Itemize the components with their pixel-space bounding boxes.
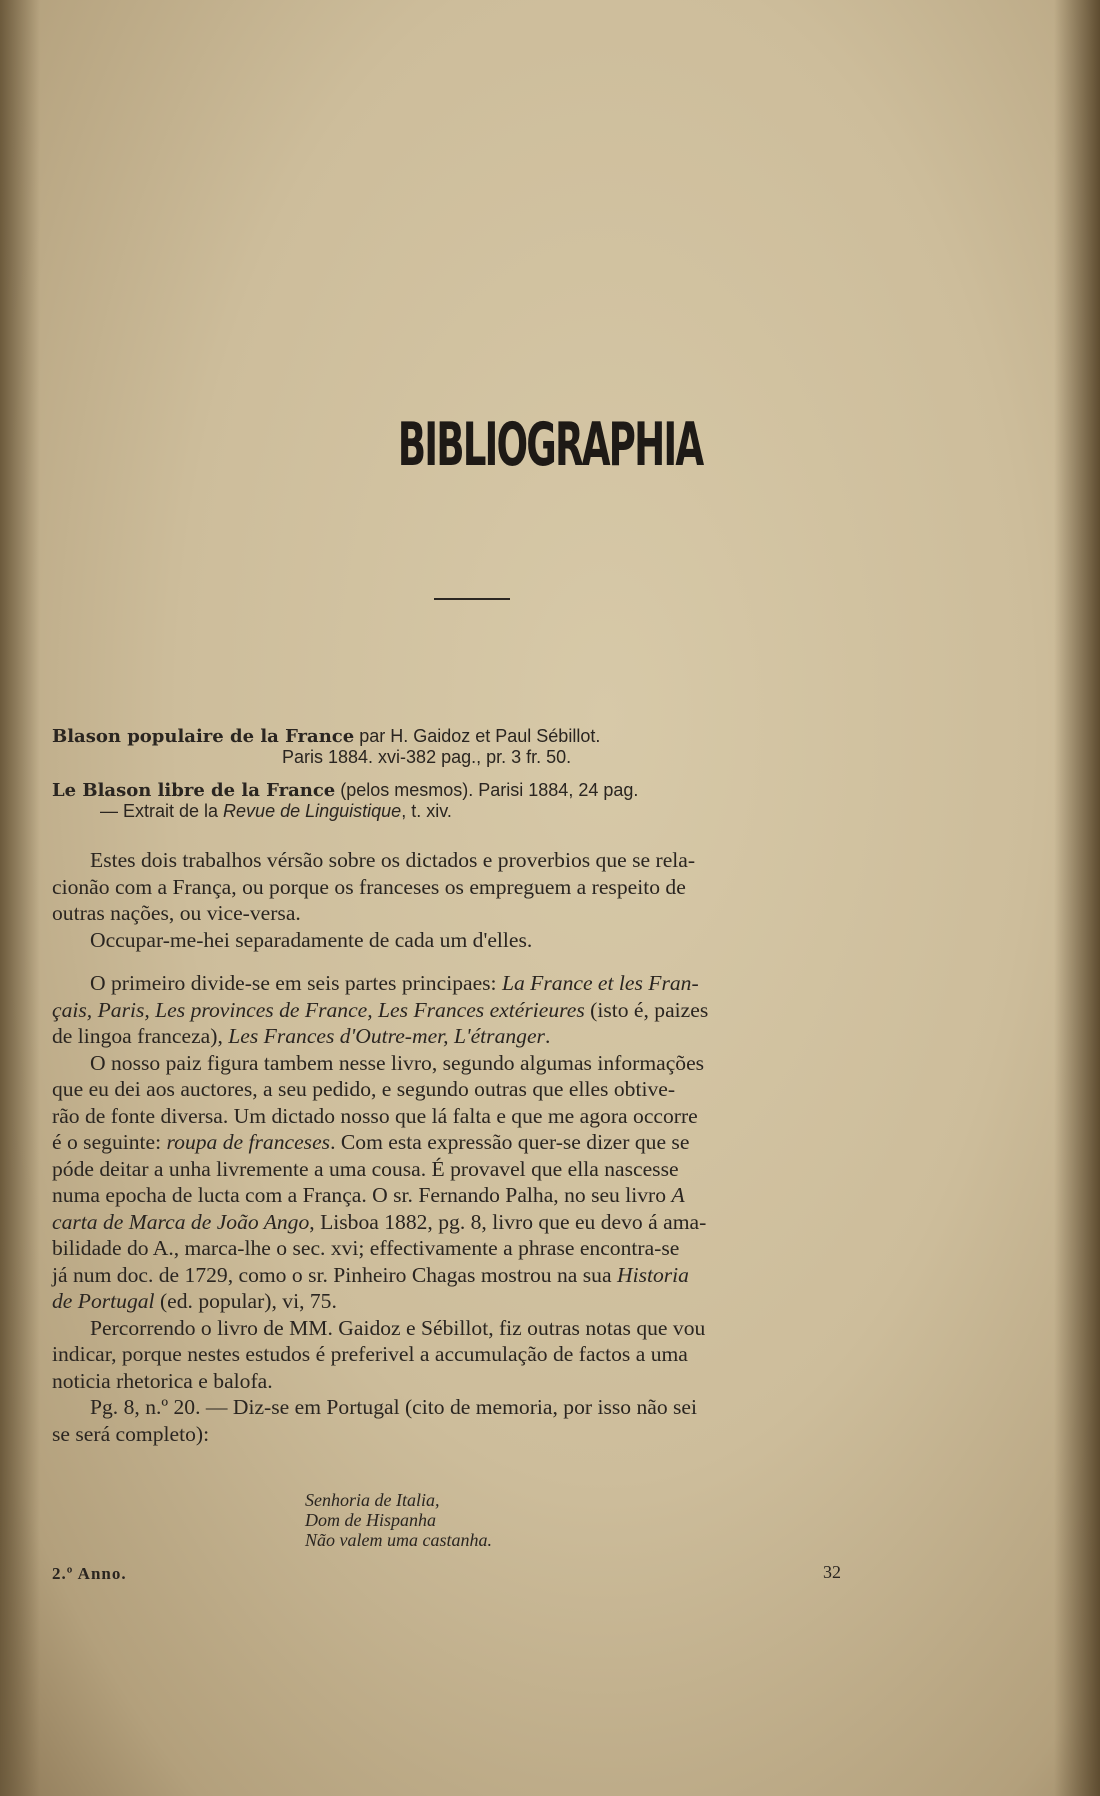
reference-1 <box>52 726 892 768</box>
page-title: BIBLIOGRAPHIA <box>397 410 703 480</box>
verse-quote <box>305 1490 492 1550</box>
footer-volume-label: 2.º Anno. <box>52 1564 127 1583</box>
verse-line: Não valem uma castanha. <box>305 1530 492 1550</box>
paragraph-5: Percorrendo o livro de MM. Gaidoz e Sébillot, fiz outras notas que vou indicar, porque nestes estudos é preferivel a accumulação de factos a uma noticia rhetorica e balofa. <box>52 1315 706 1393</box>
reference-2-volume: , t. xiv. <box>401 801 452 821</box>
paragraph-3: O primeiro divide-se em seis partes principaes: La France et les Fran- çais, Paris, Les provinces de France, Les Frances extérieures (isto é, paizes de lingoa franceza), Les Frances d'Outre-mer, L'étranger. <box>52 971 709 1048</box>
reference-1-details: Paris 1884. xvi-382 pag., pr. 3 fr. 50. <box>282 747 572 767</box>
review-body <box>52 847 890 1447</box>
reference-1-authors: par H. Gaidoz et Paul Sébillot. <box>354 726 601 746</box>
page-edge-shadow-right <box>1054 0 1100 1796</box>
page-number: 32 <box>823 1562 841 1582</box>
reference-2-details: (pelos mesmos). Parisi 1884, 24 pag. <box>335 780 639 800</box>
paragraph-1: Estes dois trabalhos vérsão sobre os dictados e proverbios que se rela- cionão com a França, ou porque os franceses os empreguem a respeito de outras nações, ou vice-versa. <box>52 848 696 925</box>
page-edge-shadow-left <box>0 0 40 1796</box>
paragraph-4: O nosso paiz figura tambem nesse livro, segundo algumas informações que eu dei aos auctores, a seu pedido, e segundo outras que elles obtive- rão de fonte diversa. Um dictado nosso que lá falta e que me agora occorre é o seguinte: roupa de franceses. Com esta expressão quer-se dizer que se póde deitar a unha livremente a uma cousa. É provavel que ella nascesse numa epocha de lucta com a França. O sr. Fernando Palha, no seu livro A carta de Marca de João Ango, Lisboa 1882, pg. 8, livro que eu devo á ama- bilidade do A., marca-lhe o sec. xvi; effectivamente a phrase encontra-se já num doc. de 1729, como o sr. Pinheiro Chagas mostrou na sua Historia de Portugal (ed. popular), vi, 75. <box>52 1050 707 1313</box>
reference-1-title: Blason populaire de la France <box>52 726 355 747</box>
reference-2 <box>52 780 892 822</box>
paragraph-2: Occupar-me-hei separadamente de cada um d'elles. <box>90 927 533 952</box>
title-divider <box>434 598 510 600</box>
paragraph-6: Pg. 8, n.º 20. — Diz-se em Portugal (cito de memoria, por isso não sei se será completo): <box>52 1395 698 1446</box>
reference-2-title: Le Blason libre de la France <box>52 780 336 801</box>
verse-line: Dom de Hispanha <box>305 1510 436 1530</box>
reference-2-journal: Revue de Linguistique <box>223 801 402 821</box>
reference-2-extract: — Extrait de la <box>100 801 224 821</box>
verse-line: Senhoria de Italia, <box>305 1490 440 1510</box>
